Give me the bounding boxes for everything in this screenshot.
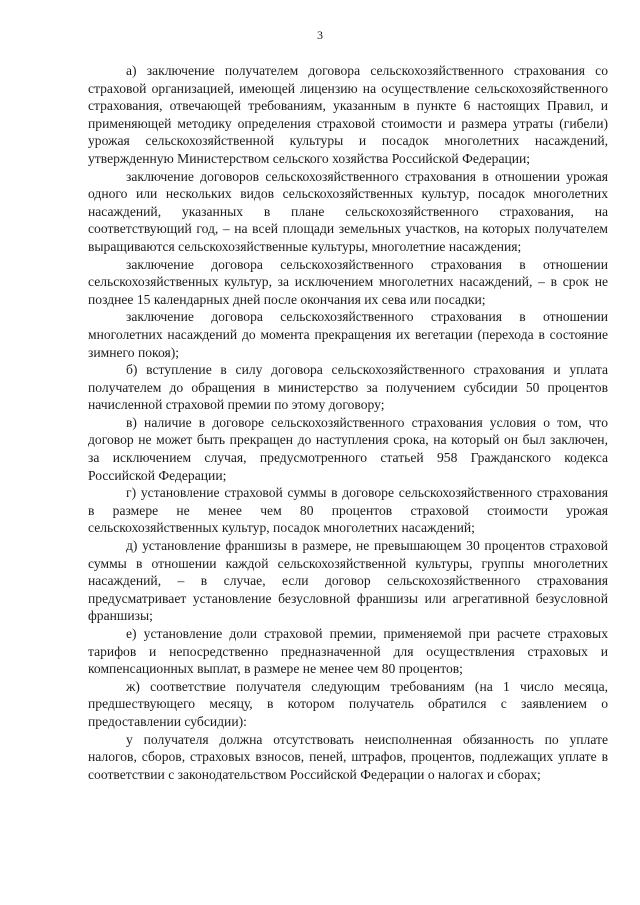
paragraph-a-crop-deadline: заключение договора сельскохозяйственного страхования в отношении сельскохозяйственных культур, за исключением многолетних насаждений, – в срок не позднее 15 календарных дней после окончания их сева или посадки; (88, 256, 608, 307)
paragraph-a-perennial-deadline: заключение договора сельскохозяйственного страхования в отношении многолетних насаждений до момента прекращения их вегетации (перехода в состояние зимнего покоя); (88, 309, 608, 360)
paragraph-zh: ж) соответствие получателя следующим требованиям (на 1 число месяца, предшествующего месяцу, в котором получатель обратился с заявлением о предоставлении субсидии): (88, 678, 608, 729)
paragraph-d: д) установление франшизы в размере, не превышающем 30 процентов страховой суммы в отношении каждой сельскохозяйственной культуры, группы многолетних насаждений, – в случае, если договор сельскохозяйственного страхования предусматривает установление безусловной франшизы или агрегативной безусловной франшизы; (88, 538, 608, 624)
paragraph-v: в) наличие в договоре сельскохозяйственного страхования условия о том, что договор не может быть прекращен до наступления срока, на который он был заключен, за исключением случая, предусмотренного статьей 958 Гражданского кодекса Российской Федерации; (88, 414, 608, 483)
paragraph-g: г) установление страховой суммы в договоре сельскохозяйственного страхования в размере не менее чем 80 процентов страховой стоимости урожая сельскохозяйственных культур, посадок многолетних насаждений; (88, 485, 608, 536)
paragraph-zh-tax-requirement: у получателя должна отсутствовать неисполненная обязанность по уплате налогов, сборов, страховых взносов, пеней, штрафов, процентов, подлежащих уплате в соответствии с законодательством Российской Федерации о налогах и сборах; (88, 731, 608, 782)
paragraph-b: б) вступление в силу договора сельскохозяйственного страхования и уплата получателем до обращения в министерство за получением субсидии 50 процентов начисленной страховой премии по этому договору; (88, 362, 608, 413)
document-body (88, 62, 608, 783)
page-number: 3 (317, 28, 323, 42)
paragraph-a-crop-coverage: заключение договоров сельскохозяйственного страхования в отношении урожая одного или нескольких видов сельскохозяйственных культур, посадок многолетних насаждений, указанных в плане сельскохозяйственного страхования, на соответствующий год, – на всей площади земельных участков, на которых получателем выращиваются сельскохозяйственные культуры, многолетние насаждения; (88, 168, 608, 254)
paragraph-e: е) установление доли страховой премии, применяемой при расчете страховых тарифов и непосредственно предназначенной для осуществления страховых и компенсационных выплат, в размере не менее чем 80 процентов; (88, 626, 608, 677)
paragraph-a: а) заключение получателем договора сельскохозяйственного страхования со страховой организацией, имеющей лицензию на осуществление сельскохозяйственного страхования, отвечающей требованиям, указанным в пункте 6 настоящих Правил, и применяющей методику определения страховой стоимости и размера утраты (гибели) урожая сельскохозяйственной культуры и посадок многолетних насаждений, утвержденную Министерством сельского хозяйства Российской Федерации; (88, 63, 608, 166)
